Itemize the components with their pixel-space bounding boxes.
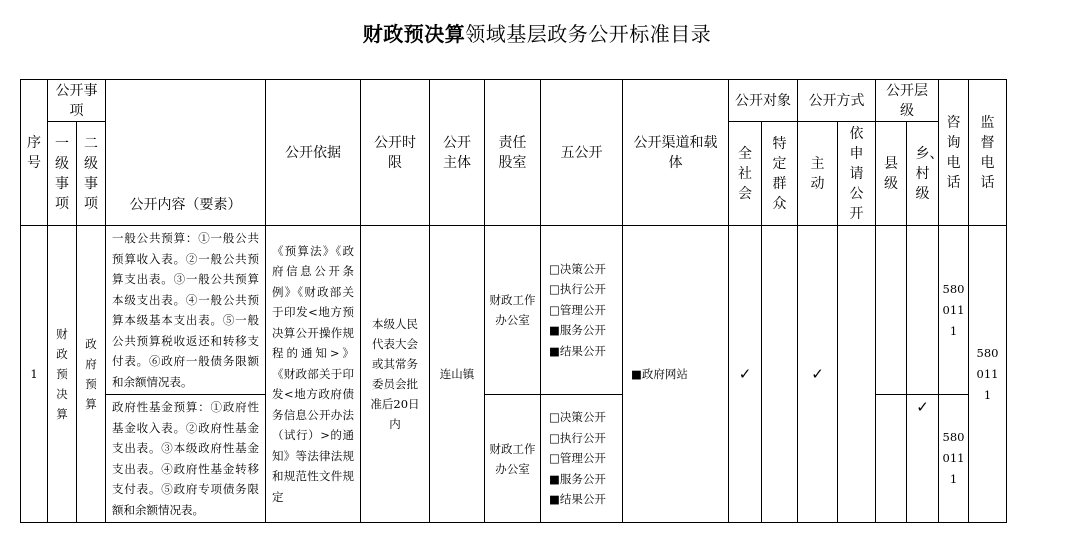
header-level1: 一级事项 (48, 122, 77, 226)
header-dept: 责任股室 (485, 80, 541, 226)
five-a-item: ■服务公开 (549, 323, 606, 338)
header-supervise: 监督电话 (969, 80, 1007, 226)
header-item-group: 公开事项 (48, 80, 106, 122)
cell-five-a (541, 226, 623, 395)
cell-level2: 政府预算 (77, 226, 106, 523)
header-time-limit: 公开时限 (361, 80, 430, 226)
cell-level1: 财政预决算 (48, 226, 77, 523)
header-target-group: 公开对象 (729, 80, 798, 122)
cell-county-a (876, 226, 907, 395)
five-b-item: ■服务公开 (549, 471, 606, 486)
page-title (0, 18, 1074, 47)
header-basis: 公开依据 (266, 80, 361, 226)
five-b-item: □管理公开 (549, 451, 606, 466)
header-level2: 二级事项 (77, 122, 106, 226)
header-township: 乡、村级 (907, 122, 939, 226)
header-county: 县级 (876, 122, 907, 226)
five-a-item: □决策公开 (549, 261, 606, 276)
five-b-item: ■结果公开 (549, 492, 606, 507)
five-b-item: □执行公开 (549, 430, 606, 445)
cell-active-check: ✓ (798, 226, 838, 523)
cell-content-a: 一般公共预算：①一般公共预算收入表。②一般公共预算支出表。③一般公共预算本级支出表。④一般公共预算本级基本支出表。⑤一般公共预算税收返还和转移支付表。⑥政府一般债务限额和余额情况表。 (106, 226, 266, 395)
cell-consult-b: 5800111 (939, 395, 969, 523)
cell-seq: 1 (21, 226, 48, 523)
header-consult: 咨询电话 (939, 80, 969, 226)
cell-content-b: 政府性基金预算：①政府性基金收入表。②政府性基金支出表。③本级政府性基金支出表。④政府性基金转移支付表。⑤政府专项债务限额和余额情况表。 (106, 395, 266, 523)
cell-county-b (876, 395, 907, 523)
cell-time-limit: 本级人民代表大会或其常务委员会批准后20日内 (361, 226, 430, 523)
five-b-item: □决策公开 (549, 410, 606, 425)
five-a-item: ■结果公开 (549, 343, 606, 358)
header-subject: 公开主体 (430, 80, 485, 226)
header-society: 全社会 (729, 122, 762, 226)
header-content: 公开内容（要素） (106, 80, 266, 226)
header-active: 主动 (798, 122, 838, 226)
cell-five-b (541, 395, 623, 523)
header-apply: 依申请公开 (838, 122, 876, 226)
five-a-item: □执行公开 (549, 282, 606, 297)
cell-dept-b: 财政工作办公室 (485, 395, 541, 523)
cell-supervise: 5800111 (969, 226, 1007, 523)
cell-channel: ■政府网站 (623, 226, 729, 523)
catalog-table (20, 79, 1007, 523)
cell-township-check: ✓ (907, 395, 939, 523)
header-seq: 序号 (21, 80, 48, 226)
header-five: 五公开 (541, 80, 623, 226)
cell-society-check: ✓ (729, 226, 762, 523)
cell-consult-a: 5800111 (939, 226, 969, 395)
cell-subject: 连山镇 (430, 226, 485, 523)
cell-basis: 《预算法》《政府信息公开条例》《财政部关于印发<地方预决算公开操作规程的通知>》《财政部关于印发<地方政府债务信息公开办法（试行）>的通知》等法律法规和规范性文件规定 (266, 226, 361, 523)
header-channel: 公开渠道和载体 (623, 80, 729, 226)
cell-specific (762, 226, 798, 523)
cell-township-a (907, 226, 939, 395)
header-method-group: 公开方式 (798, 80, 876, 122)
cell-dept-a: 财政工作办公室 (485, 226, 541, 395)
title-rest: 领域基层政务公开标准目录 (465, 22, 712, 46)
header-specific: 特定群众 (762, 122, 798, 226)
header-level-group: 公开层级 (876, 80, 939, 122)
cell-apply (838, 226, 876, 523)
five-a-item: □管理公开 (549, 302, 606, 317)
title-bold: 财政预决算 (362, 22, 466, 46)
